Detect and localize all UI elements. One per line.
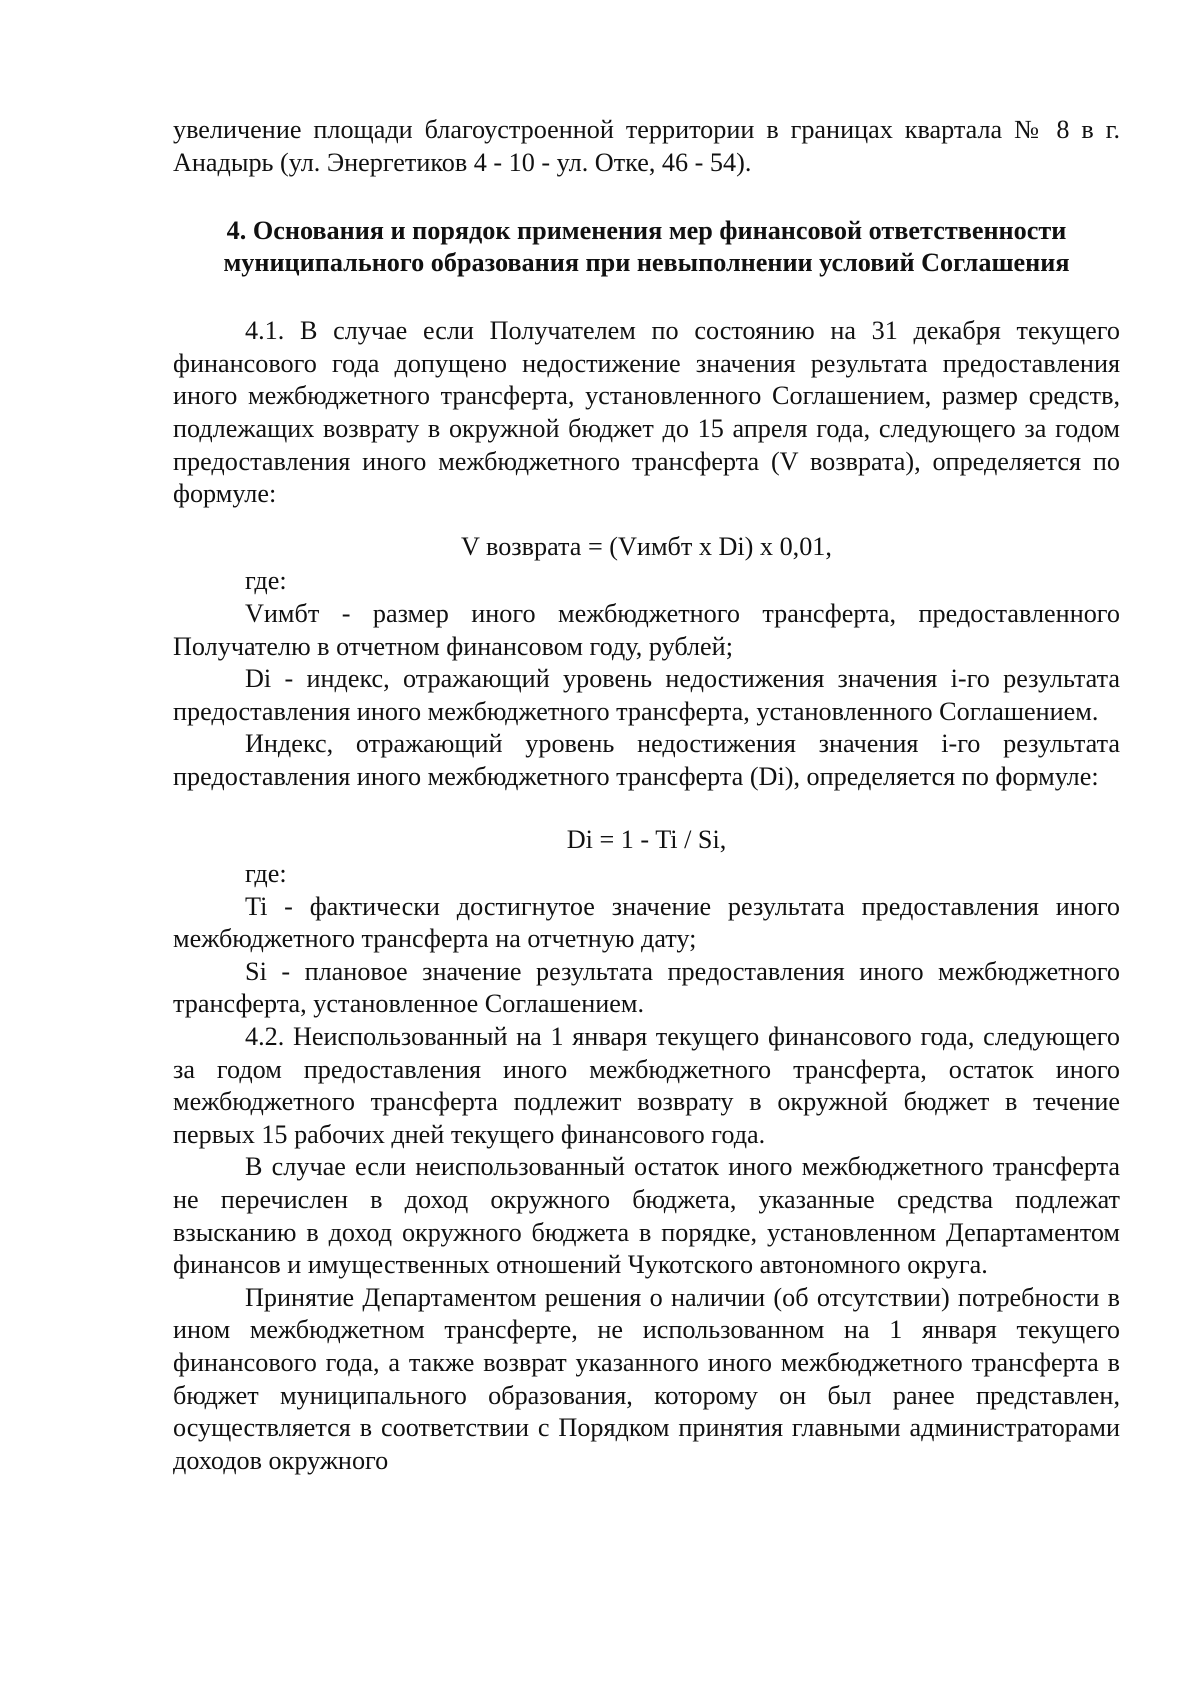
- where-label-2: где:: [245, 859, 287, 889]
- section-heading-line-2: муниципального образования при невыполнении условий Соглашения: [223, 248, 1070, 278]
- section-heading-line-1: 4. Основания и порядок применения мер финансовой ответственности: [226, 216, 1067, 246]
- paragraph-4-1: 4.1. В случае если Получателем по состоянию на 31 декабря текущего финансового года допущено недостижение значения результата предоставления иного межбюджетного трансферта, установленного Соглашением, размер средств, подлежащих возврату в окружной бюджет до 15 апреля года, следующего за годом предоставления иного межбюджетного трансферта (V возврата), определяется по формуле:: [173, 316, 1120, 509]
- paragraph-case: В случае если неиспользованный остаток иного межбюджетного трансферта не перечислен в доход окружного бюджета, указанные средства подлежат взысканию в доход окружного бюджета в порядке, установленном Департаментом финансов и имущественных отношений Чукотского автономного округа.: [173, 1152, 1120, 1280]
- section-heading: [173, 215, 1120, 279]
- definition-si: Si - плановое значение результата предоставления иного межбюджетного трансферта, установленное Соглашением.: [173, 956, 1120, 1019]
- definition-vimbt: Vимбт - размер иного межбюджетного трансферта, предоставленного Получателю в отчетном финансовом году, рублей;: [173, 598, 1120, 661]
- paragraph-decision: Принятие Департаментом решения о наличии (об отсутствии) потребности в ином межбюджетном трансферте, не использованном на 1 января текущего финансового года, а также возврат указанного иного межбюджетного трансферта в бюджет муниципального образования, которому он был ранее представлен, осуществляется в соответствии с Порядком принятия главными администраторами доходов окружного: [173, 1282, 1120, 1475]
- definition-di: Di - индекс, отражающий уровень недостижения значения i-го результата предоставления иного межбюджетного трансферта, установленного Соглашением.: [173, 664, 1120, 726]
- definition-ti: Ti - фактически достигнутое значение результата предоставления иного межбюджетного трансферта на отчетную дату;: [173, 891, 1120, 954]
- intro-paragraph: увеличение площади благоустроенной территории в границах квартала № 8 в г. Анадырь (ул. Энергетиков 4 - 10 - ул. Отке, 46 - 54).: [173, 115, 1120, 177]
- paragraph-index: Индекс, отражающий уровень недостижения значения i-го результата предоставления иного межбюджетного трансферта (Di), определяется по формуле:: [173, 729, 1120, 791]
- formula-di: Di = 1 - Ti / Si,: [566, 824, 727, 854]
- where-label-1: где:: [245, 566, 287, 596]
- formula-v-return: V возврата = (Vимбт x Di) x 0,01,: [461, 531, 832, 561]
- document-page: [173, 114, 1120, 1477]
- paragraph-4-2: 4.2. Неиспользованный на 1 января текущего финансового года, следующего за годом предоставления иного межбюджетного трансферта, остаток иного межбюджетного трансферта подлежит возврату в окружной бюджет в течение первых 15 рабочих дней текущего финансового года.: [173, 1022, 1120, 1149]
